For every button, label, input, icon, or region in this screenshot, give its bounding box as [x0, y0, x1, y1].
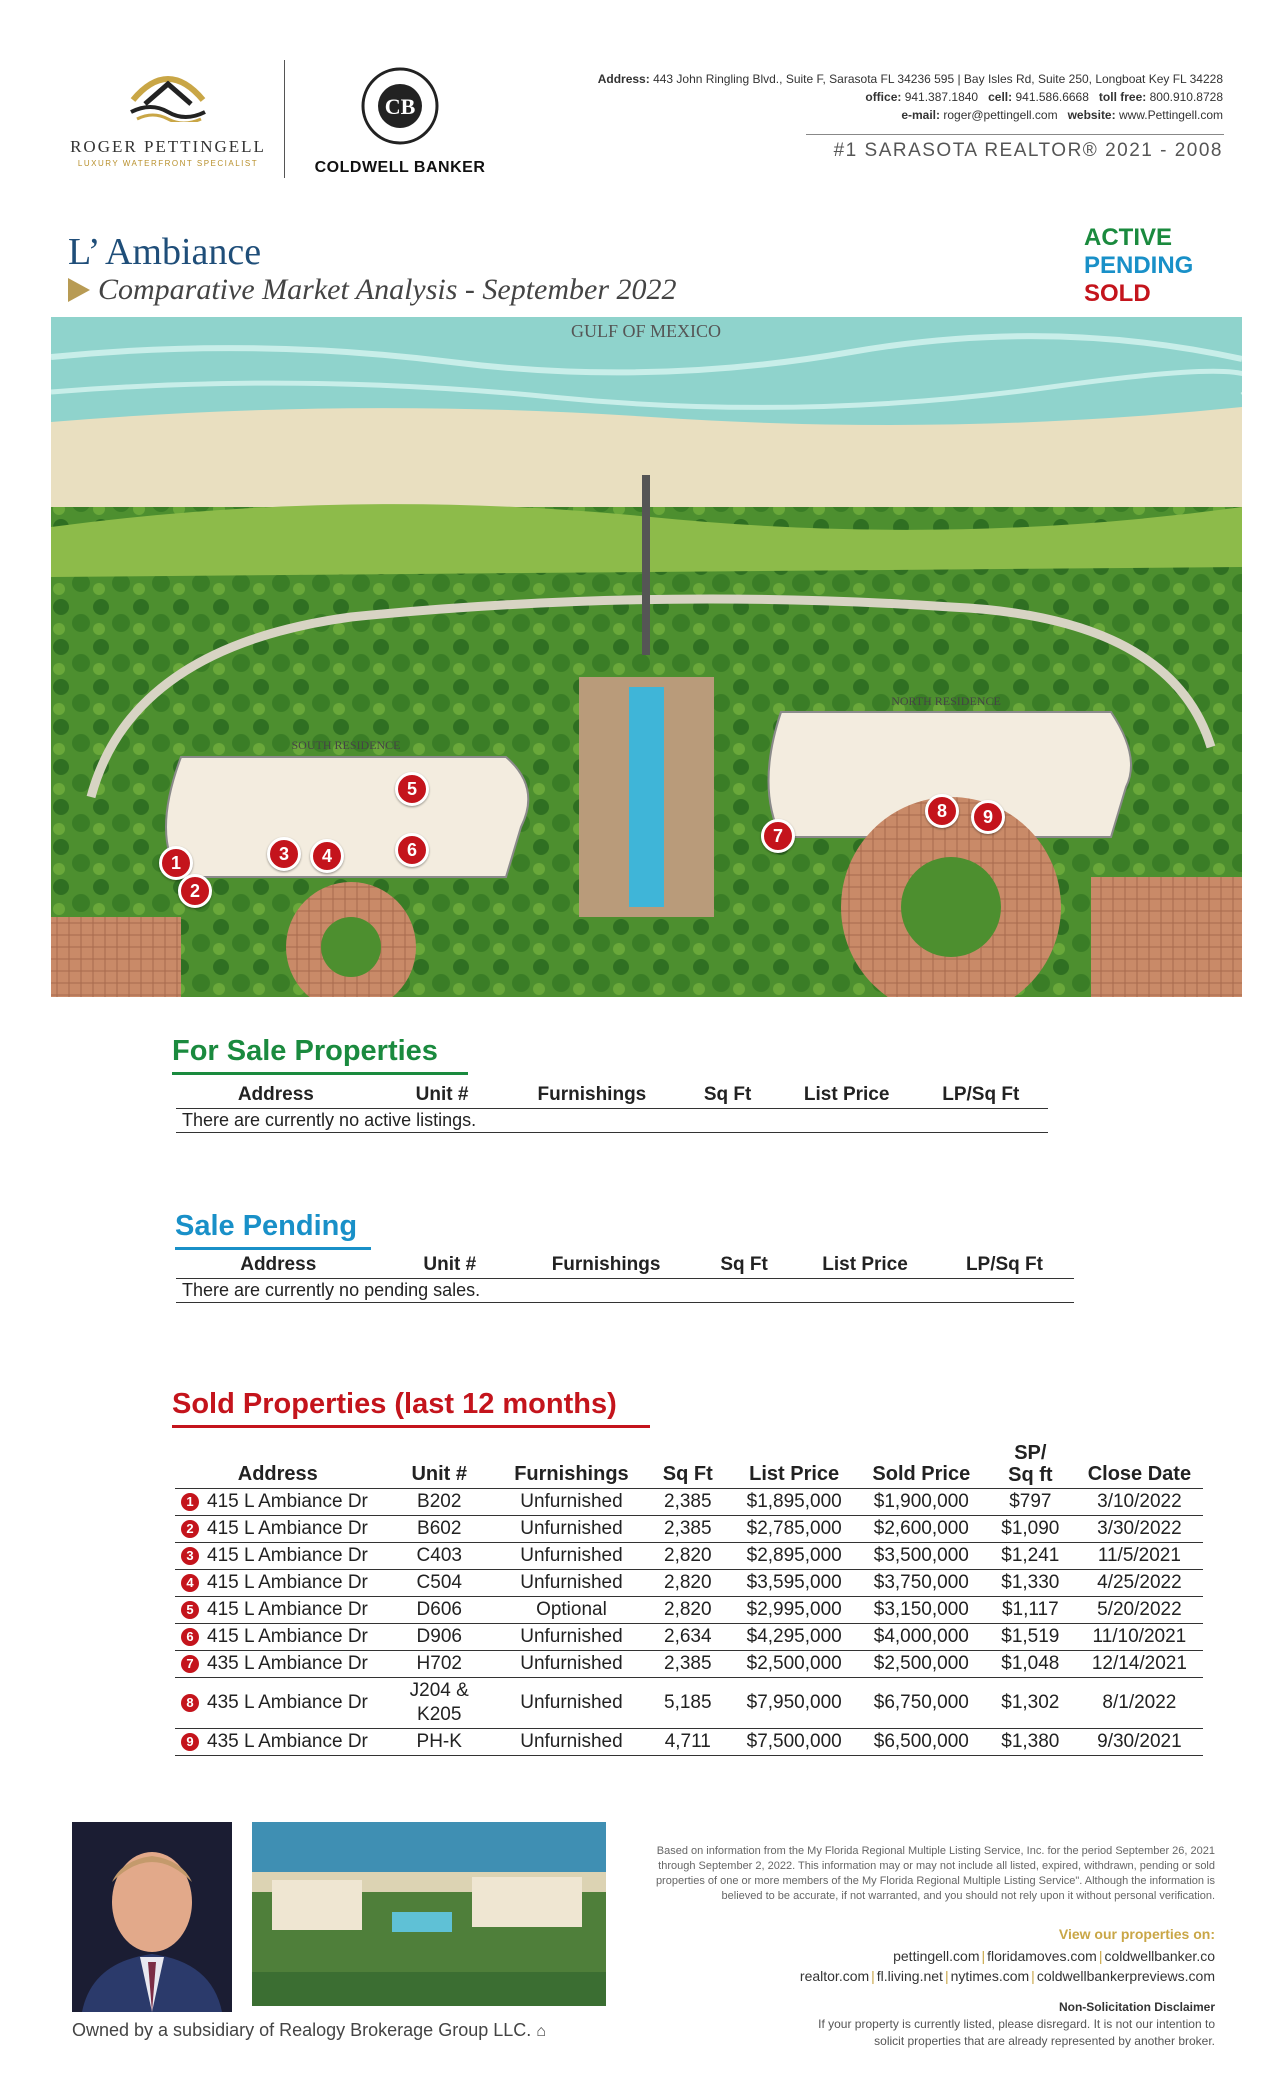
status-legend [1084, 224, 1193, 308]
address-text: 435 L Ambiance Dr [207, 1692, 368, 1713]
cell-furnishings: Unfurnished [498, 1543, 645, 1570]
brokerage-name: COLDWELL BANKER [314, 159, 486, 176]
cell-close-date: 5/20/2022 [1076, 1597, 1203, 1624]
address-text: 415 L Ambiance Dr [207, 1572, 368, 1593]
cell-unit: J204 & K205 [381, 1678, 498, 1729]
col-sqft: Sq Ft [662, 1463, 713, 1485]
cell-sqft: 2,634 [645, 1624, 731, 1651]
cell-list-price: $7,500,000 [731, 1729, 858, 1756]
address-text: 415 L Ambiance Dr [207, 1518, 368, 1539]
map-pin[interactable]: 6 [395, 833, 429, 867]
col-list-price: List Price [749, 1463, 840, 1485]
cell-sold-price: $2,500,000 [858, 1651, 985, 1678]
tollfree-phone: 800.910.8728 [1149, 90, 1223, 104]
property-aerial-photo [252, 1822, 606, 2006]
row-number-badge: 2 [181, 1520, 199, 1538]
row-number-badge: 7 [181, 1655, 199, 1673]
link-coldwellbanker[interactable]: coldwellbanker.co [1104, 1948, 1215, 1964]
website-link[interactable]: www.Pettingell.com [1118, 108, 1223, 122]
empty-pending-message: There are currently no pending sales. [176, 1279, 1074, 1303]
pending-underline [175, 1247, 371, 1250]
cell-furnishings: Unfurnished [498, 1516, 645, 1543]
agent-portrait-image [72, 1822, 232, 2012]
ownership-text: Owned by a subsidiary of Realogy Brokerage Group LLC. [72, 2020, 532, 2040]
agent-logo [68, 66, 268, 182]
equal-housing-icon: ⌂ [536, 2023, 546, 2040]
cell-address [175, 1489, 381, 1516]
table-header [176, 1252, 1074, 1279]
cell-unit: C403 [381, 1543, 498, 1570]
map-pin[interactable]: 9 [971, 800, 1005, 834]
col-address: Address [240, 1254, 317, 1275]
table-row [175, 1543, 1203, 1570]
cell-close-date: 3/10/2022 [1076, 1489, 1203, 1516]
cell-address [175, 1597, 381, 1624]
pending-table [176, 1252, 1074, 1303]
cell-sold-price: $4,000,000 [858, 1624, 985, 1651]
cell-close-date: 11/10/2021 [1076, 1624, 1203, 1651]
address-text: 415 L Ambiance Dr [207, 1599, 368, 1620]
col-sqft: Sq Ft [703, 1084, 752, 1105]
legend-active: ACTIVE [1084, 224, 1173, 251]
cell-list-price: $2,500,000 [731, 1651, 858, 1678]
map-pin[interactable]: 3 [267, 837, 301, 871]
cell-close-date: 4/25/2022 [1076, 1570, 1203, 1597]
cell-sp-sqft: $1,090 [985, 1516, 1076, 1543]
office-phone: 941.387.1840 [904, 90, 979, 104]
subtitle-text: Comparative Market Analysis - September 2022 [98, 273, 677, 306]
north-residence-label: NORTH RESIDENCE [891, 694, 1001, 708]
cell-unit: PH-K [381, 1729, 498, 1756]
col-list-price: List Price [803, 1084, 890, 1105]
cell-close-date: 11/5/2021 [1076, 1543, 1203, 1570]
contact-block [598, 70, 1223, 124]
ranking-text: #1 SARASOTA REALTOR® 2021 - 2008 [833, 140, 1223, 161]
table-row [175, 1678, 1203, 1729]
cell-list-price: $4,295,000 [731, 1624, 858, 1651]
cell-sp-sqft: $1,380 [985, 1729, 1076, 1756]
map-pin[interactable]: 5 [395, 772, 429, 806]
cell-sp-sqft: $1,302 [985, 1678, 1076, 1729]
cell-sold-price: $3,150,000 [858, 1597, 985, 1624]
link-separator: | [944, 1968, 949, 1984]
legend-sold: SOLD [1084, 280, 1151, 307]
cell-sp-sqft: $1,117 [985, 1597, 1076, 1624]
address-text: 415 L Ambiance Dr [207, 1491, 368, 1512]
cell-sqft: 2,820 [645, 1570, 731, 1597]
col-sold-price: Sold Price [872, 1463, 971, 1485]
cell-unit: D906 [381, 1624, 498, 1651]
mls-disclaimer: Based on information from the My Florida Regional Multiple Listing Service, Inc. for the period September 26, 2021 through September 2, 2022. This information may or may not include all listed, expired, withdrawn, pending or sold properties of one or more members of the My Florida Regional Multiple Listing Service". Although the information is believed to be accurate, if not warranted, and you should not rely upon it without personal verification. [655, 1845, 1215, 1902]
cell-phone: 941.586.6668 [1015, 90, 1089, 104]
cell-address [175, 1543, 381, 1570]
cell-close-date: 8/1/2022 [1076, 1678, 1203, 1729]
cell-list-price: $2,895,000 [731, 1543, 858, 1570]
table-row [175, 1489, 1203, 1516]
cell-furnishings: Unfurnished [498, 1489, 645, 1516]
cell-furnishings: Optional [498, 1597, 645, 1624]
svg-text:CB: CB [384, 94, 416, 119]
cell-sqft: 4,711 [645, 1729, 731, 1756]
cell-sqft: 5,185 [645, 1678, 731, 1729]
col-sp-sqft-label: SP/ Sq ft [1008, 1442, 1053, 1486]
arrow-icon [68, 278, 90, 302]
address-text: 415 L Ambiance Dr [207, 1626, 368, 1647]
col-furnishings: Furnishings [514, 1463, 629, 1485]
cell-close-date: 9/30/2021 [1076, 1729, 1203, 1756]
brokerage-logo [300, 66, 500, 178]
page-title: L’ Ambiance [68, 231, 262, 273]
cell-sp-sqft: $797 [985, 1489, 1076, 1516]
address-text: 415 L Ambiance Dr [207, 1545, 368, 1566]
header-divider [284, 60, 285, 178]
cell-list-price: $3,595,000 [731, 1570, 858, 1597]
pending-heading: Sale Pending [175, 1210, 358, 1242]
site-plan-illustration [51, 317, 1242, 997]
cell-label: cell: [988, 90, 1013, 104]
sold-underline [172, 1425, 650, 1428]
table-row [175, 1597, 1203, 1624]
cell-sqft: 2,820 [645, 1597, 731, 1624]
cell-list-price: $2,785,000 [731, 1516, 858, 1543]
cell-sold-price: $6,750,000 [858, 1678, 985, 1729]
sold-table [175, 1440, 1203, 1756]
map-pin[interactable]: 7 [761, 819, 795, 853]
link-separator: | [871, 1968, 875, 1984]
col-furnishings: Furnishings [551, 1254, 661, 1275]
address-text: 435 L Ambiance Dr [207, 1731, 368, 1752]
col-lp-sqft: LP/Sq Ft [942, 1084, 1020, 1105]
aerial-photo-image [252, 1822, 606, 2006]
cell-sold-price: $6,500,000 [858, 1729, 985, 1756]
cell-sp-sqft: $1,048 [985, 1651, 1076, 1678]
cell-sqft: 2,820 [645, 1543, 731, 1570]
office-label: office: [865, 90, 902, 104]
email-label: e-mail: [901, 108, 940, 122]
cell-unit: B602 [381, 1516, 498, 1543]
cell-list-price: $1,895,000 [731, 1489, 858, 1516]
row-number-badge: 3 [181, 1547, 199, 1565]
link-nytimes[interactable]: nytimes.com [950, 1968, 1030, 1984]
gulf-label: GULF OF MEXICO [570, 321, 722, 341]
link-separator: | [1098, 1948, 1103, 1964]
col-lp-sqft: LP/Sq Ft [965, 1254, 1043, 1275]
cell-sqft: 2,385 [645, 1516, 731, 1543]
cell-address [175, 1678, 381, 1729]
cell-unit: B202 [381, 1489, 498, 1516]
link-flliving[interactable]: fl.living.net [876, 1968, 943, 1984]
link-separator: | [981, 1948, 986, 1964]
cell-furnishings: Unfurnished [498, 1570, 645, 1597]
table-header [175, 1440, 1203, 1489]
cell-furnishings: Unfurnished [498, 1624, 645, 1651]
cell-list-price: $2,995,000 [731, 1597, 858, 1624]
row-number-badge: 1 [181, 1493, 199, 1511]
col-unit: Unit # [411, 1463, 468, 1485]
cell-sold-price: $3,750,000 [858, 1570, 985, 1597]
for-sale-heading: For Sale Properties [172, 1035, 438, 1067]
link-pettingell[interactable]: pettingell.com [893, 1948, 980, 1964]
col-address: Address [237, 1084, 314, 1105]
for-sale-underline [172, 1072, 468, 1075]
table-row [175, 1516, 1203, 1543]
table-row [175, 1624, 1203, 1651]
cell-unit: H702 [381, 1651, 498, 1678]
link-cbpreviews[interactable]: coldwellbankerpreviews.com [1036, 1968, 1215, 1984]
site-plan-map [51, 317, 1242, 997]
col-address: Address [237, 1463, 318, 1485]
global-luxury-seal-icon [360, 66, 440, 146]
website-label: website: [1067, 108, 1116, 122]
col-list-price: List Price [822, 1254, 908, 1275]
nonsolicitation-heading: Non-Solicitation Disclaimer [1058, 2000, 1215, 2014]
sold-table-body [175, 1489, 1203, 1756]
cell-address [175, 1624, 381, 1651]
house-wave-logo-icon [123, 66, 213, 122]
agent-tagline: LUXURY WATERFRONT SPECIALIST [77, 159, 259, 168]
row-number-badge: 4 [181, 1574, 199, 1592]
cell-unit: C504 [381, 1570, 498, 1597]
row-number-badge: 6 [181, 1628, 199, 1646]
cell-furnishings: Unfurnished [498, 1729, 645, 1756]
cell-address [175, 1570, 381, 1597]
map-pin[interactable]: 8 [925, 794, 959, 828]
row-number-badge: 9 [181, 1733, 199, 1751]
cell-sqft: 2,385 [645, 1489, 731, 1516]
col-furnishings: Furnishings [537, 1084, 647, 1105]
cell-sp-sqft: $1,241 [985, 1543, 1076, 1570]
tollfree-label: toll free: [1098, 90, 1147, 104]
row-number-badge: 5 [181, 1601, 199, 1619]
cell-sold-price: $3,500,000 [858, 1543, 985, 1570]
for-sale-table [176, 1082, 1048, 1133]
nonsolicitation-text: If your property is currently listed, please disregard. It is not our intention to solicit properties that are already represented by another broker. [818, 2017, 1215, 2048]
link-separator: | [1031, 1968, 1035, 1984]
table-row [175, 1651, 1203, 1678]
cell-sold-price: $1,900,000 [858, 1489, 985, 1516]
col-sqft: Sq Ft [720, 1254, 768, 1275]
cell-address [175, 1729, 381, 1756]
address-value: 443 John Ringling Blvd., Suite F, Sarasota FL 34236 595 | Bay Isles Rd, Suite 250, Longboat Key FL 34228 [653, 72, 1223, 86]
col-unit: Unit # [423, 1254, 477, 1275]
cell-address [175, 1516, 381, 1543]
address-label: Address: [597, 72, 650, 86]
link-realtor[interactable]: realtor.com [799, 1968, 870, 1984]
cell-sp-sqft: $1,519 [985, 1624, 1076, 1651]
cell-sp-sqft: $1,330 [985, 1570, 1076, 1597]
agent-name: ROGER PETTINGELL [70, 137, 266, 156]
row-number-badge: 8 [181, 1694, 199, 1712]
header-rule [806, 134, 1224, 135]
map-pin[interactable]: 4 [310, 839, 344, 873]
south-residence-label: SOUTH RESIDENCE [291, 738, 401, 752]
address-text: 435 L Ambiance Dr [207, 1653, 368, 1674]
ownership-note [72, 2020, 546, 2041]
link-floridamoves[interactable]: floridamoves.com [987, 1948, 1097, 1964]
empty-listings-message: There are currently no active listings. [176, 1109, 1048, 1133]
col-unit: Unit # [415, 1084, 469, 1105]
cell-list-price: $7,950,000 [731, 1678, 858, 1729]
map-pin[interactable]: 1 [159, 846, 193, 880]
col-close-date: Close Date [1087, 1463, 1192, 1485]
page-subtitle [68, 273, 677, 307]
table-header [176, 1082, 1048, 1109]
cell-close-date: 3/30/2022 [1076, 1516, 1203, 1543]
map-pin[interactable]: 2 [178, 874, 212, 908]
view-properties-heading: View our properties on: [1058, 1926, 1215, 1942]
cell-unit: D606 [381, 1597, 498, 1624]
sold-heading: Sold Properties (last 12 months) [172, 1388, 617, 1420]
email-link[interactable]: roger@pettingell.com [943, 108, 1058, 122]
cell-furnishings: Unfurnished [498, 1651, 645, 1678]
table-row [175, 1729, 1203, 1756]
agent-photo [72, 1822, 232, 2012]
legend-pending: PENDING [1084, 252, 1194, 279]
cell-address [175, 1651, 381, 1678]
property-links [800, 1946, 1215, 1986]
cell-close-date: 12/14/2021 [1076, 1651, 1203, 1678]
cell-sqft: 2,385 [645, 1651, 731, 1678]
col-sp-sqft [985, 1440, 1076, 1489]
cell-furnishings: Unfurnished [498, 1678, 645, 1729]
cell-sold-price: $2,600,000 [858, 1516, 985, 1543]
table-row [175, 1570, 1203, 1597]
